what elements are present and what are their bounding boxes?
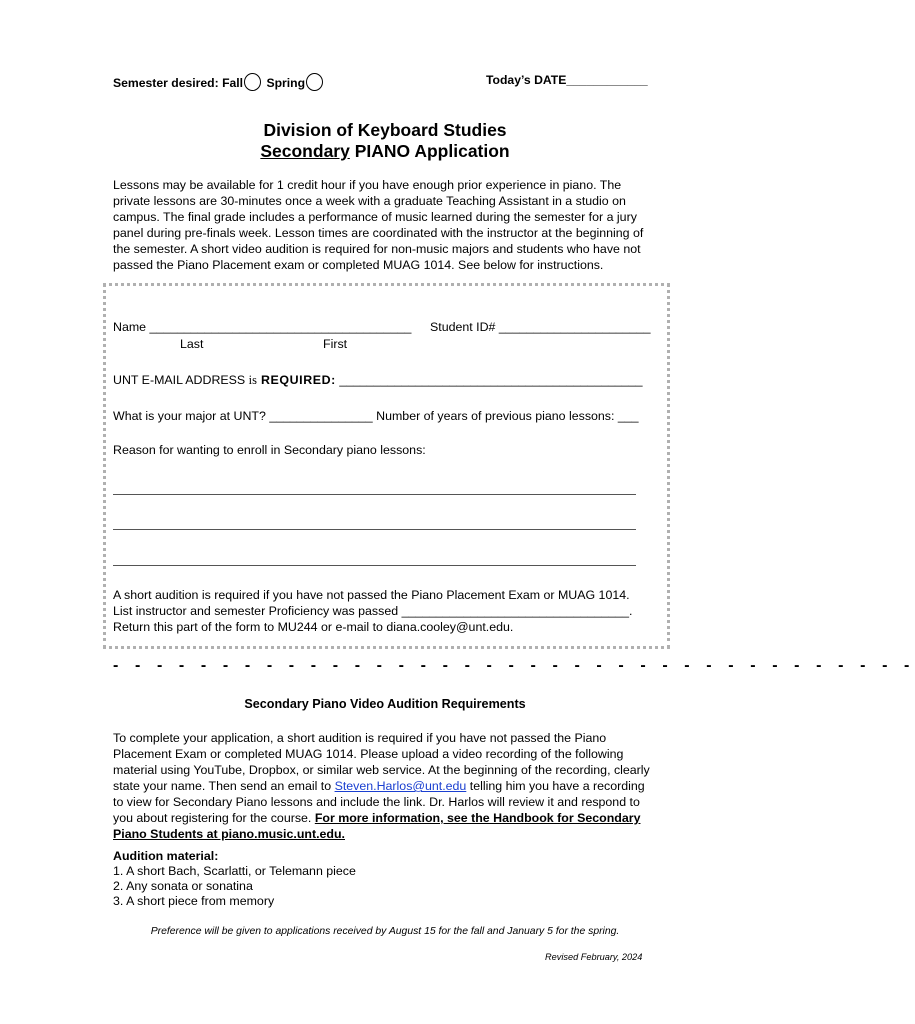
reason-line-1[interactable]: [113, 494, 636, 495]
spring-radio[interactable]: [306, 73, 323, 91]
proficiency-period: .: [628, 604, 633, 618]
proficiency-row: [113, 603, 653, 619]
audition-info: [113, 587, 653, 635]
audition-material-list: [113, 864, 356, 909]
years-label: Number of years of previous piano lessons:: [376, 409, 615, 423]
spring-label: Spring: [266, 76, 306, 90]
email-field[interactable]: ____________________________________________: [339, 373, 643, 387]
title-piano-application: PIANO Application: [349, 141, 510, 161]
semester-row: [113, 73, 325, 91]
harlos-email-link[interactable]: Steven.Harlos@unt.edu: [334, 779, 467, 793]
email-row: [113, 373, 643, 388]
proficiency-field[interactable]: _________________________________: [401, 604, 629, 618]
reason-line-3[interactable]: [113, 565, 636, 566]
semester-label: Semester desired: Fall: [113, 76, 244, 90]
revised-date: Revised February, 2024: [545, 952, 643, 962]
title-line1: Division of Keyboard Studies: [263, 120, 507, 140]
date-label: Today’s DATE: [486, 73, 567, 87]
reason-line-2[interactable]: [113, 529, 636, 530]
requirements-heading: Secondary Piano Video Audition Requirements: [244, 697, 526, 711]
intro-paragraph: Lessons may be available for 1 credit hour if you have enough prior experience in piano. The private lessons are 30-minutes once a week with a graduate Teaching Assistant in a studio on campus. The final grade includes a performance of music learned during the semester for a jury panel during pre-finals week. Lesson times are coordinated with the instructor at the beginning of the semester. A short video audition is required for non-music majors and students who have not passed the Piano Placement exam or completed MUAG 1014. See below for instructions.: [113, 178, 644, 272]
date-field[interactable]: ____________: [566, 73, 648, 87]
requirements-text-1: To complete your application, a short audition is required if you have not passed the Piano Placement Exam or completed MUAG 1014. Please upload a video recording of the following material using YouTube, Dropbox, or similar web service. At the beginning of the recording, clearly state your name. Then send an email to: [113, 731, 650, 793]
email-is: is: [248, 373, 257, 387]
student-id-field[interactable]: ______________________: [498, 320, 651, 334]
student-id-label: Student ID#: [430, 320, 496, 334]
list-item: 2. Any sonata or sonatina: [113, 879, 253, 893]
major-label: What is your major at UNT?: [113, 409, 266, 423]
title-line2: [0, 141, 770, 162]
proficiency-label: List instructor and semester Proficiency was passed: [113, 604, 399, 618]
handbook-note: For more information, see the Handbook for Secondary Piano Students at piano.music.unt.edu.: [113, 811, 641, 841]
list-item: 1. A short Bach, Scarlatti, or Telemann piece: [113, 864, 356, 878]
name-label: Name: [113, 320, 147, 334]
name-row: [113, 320, 411, 334]
student-id-row: [430, 320, 651, 334]
requirements-text-2: telling him you have a recording to view for Secondary Piano lessons and include the link. Dr. Harlos will review it and respond to you about registering for the course.: [113, 779, 645, 825]
email-required: REQUIRED:: [256, 373, 336, 387]
preference-note: Preference will be given to applications received by August 15 for the fall and January 5 for the spring.: [150, 926, 620, 937]
fall-radio[interactable]: [244, 73, 261, 91]
email-label: UNT E-MAIL ADDRESS: [113, 373, 249, 387]
last-name-label: Last: [180, 337, 204, 351]
cut-line: - - - - - - - - - - - - - - - - - - - - - - - - - - - - - - - - - - - - -: [113, 657, 915, 674]
page-title: [0, 120, 770, 162]
reason-label: Reason for wanting to enroll in Secondary piano lessons:: [113, 443, 426, 457]
major-field[interactable]: _______________: [269, 409, 373, 423]
title-secondary: Secondary: [260, 141, 350, 161]
list-item: 3. A short piece from memory: [113, 894, 275, 908]
date-row: [486, 73, 648, 87]
name-field[interactable]: ______________________________________: [149, 320, 412, 334]
years-field[interactable]: ___: [617, 409, 639, 423]
return-instructions: Return this part of the form to MU244 or e-mail to diana.cooley@unt.edu.: [113, 620, 514, 634]
first-name-label: First: [323, 337, 348, 351]
requirements-paragraph: [113, 730, 658, 842]
audition-material-title: Audition material:: [113, 849, 219, 863]
major-row: [113, 409, 639, 423]
audition-line-1: A short audition is required if you have not passed the Piano Placement Exam or MUAG 1014.: [113, 588, 630, 602]
